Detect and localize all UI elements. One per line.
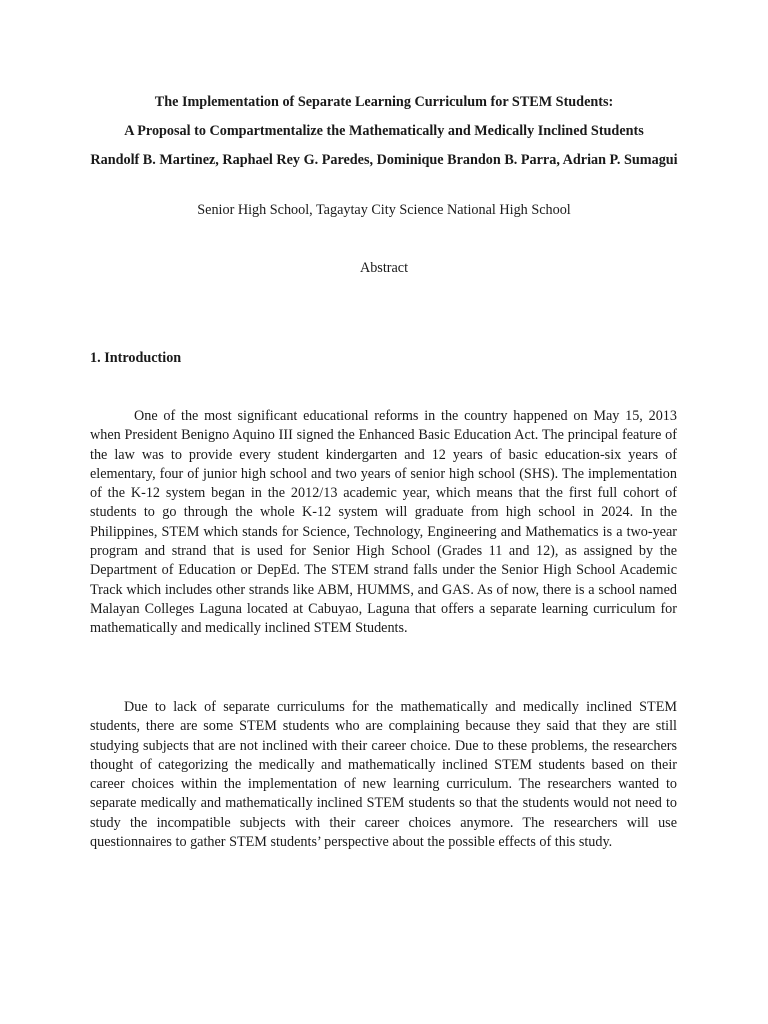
author-list: Randolf B. Martinez, Raphael Rey G. Paredes, Dominique Brandon B. Parra, Adrian P. Sumagui [90, 152, 678, 168]
introduction-paragraph-1: One of the most significant educational reforms in the country happened on May 15, 2013 when President Benigno Aquino III signed the Enhanced Basic Education Act. The principal feature of the law was to provide every student kindergarten and 12 years of basic education-six years of elementary, four of junior high school and two years of senior high school (SHS). The implementation of the K-12 system began in the 2012/13 academic year, which means that the first full cohort of students to go through the whole K-12 system will graduate from high school in 2024. In the Philippines, STEM which stands for Science, Technology, Engineering and Mathematics is a two-year program and strand that is used for Senior High School (Grades 11 and 12), as assigned by the Department of Education or DepEd. The STEM strand falls under the Senior High School Academic Track which includes other strands like ABM, HUMMS, and GAS. As of now, there is a school named Malayan Colleges Laguna located at Cabuyao, Laguna that offers a separate learning curriculum for mathematically and medically inclined STEM Students. [90, 408, 677, 637]
paper-title-line-1: The Implementation of Separate Learning Curriculum for STEM Students: [154, 94, 614, 110]
affiliation: Senior High School, Tagaytay City Science National High School [197, 202, 571, 218]
abstract-heading: Abstract [359, 260, 409, 276]
section-heading-introduction: 1. Introduction [90, 350, 182, 366]
introduction-paragraph-2: Due to lack of separate curriculums for the mathematically and medically inclined STEM students, there are some STEM students who are complaining because they said that they are still studying subjects that are not inclined with their career choice. Due to these problems, the researchers thought of categorizing the medically and mathematically inclined STEM students based on their career choices within the implementation of new learning curriculum. The researchers wanted to separate medically and mathematically inclined STEM students so that the students would not need to study the incompatible subjects with their career choices anymore. The researchers will use questionnaires to gather STEM students’ perspective about the possible effects of this study. [90, 699, 677, 851]
paper-title-line-2: A Proposal to Compartmentalize the Mathematically and Medically Inclined Students [124, 123, 644, 139]
